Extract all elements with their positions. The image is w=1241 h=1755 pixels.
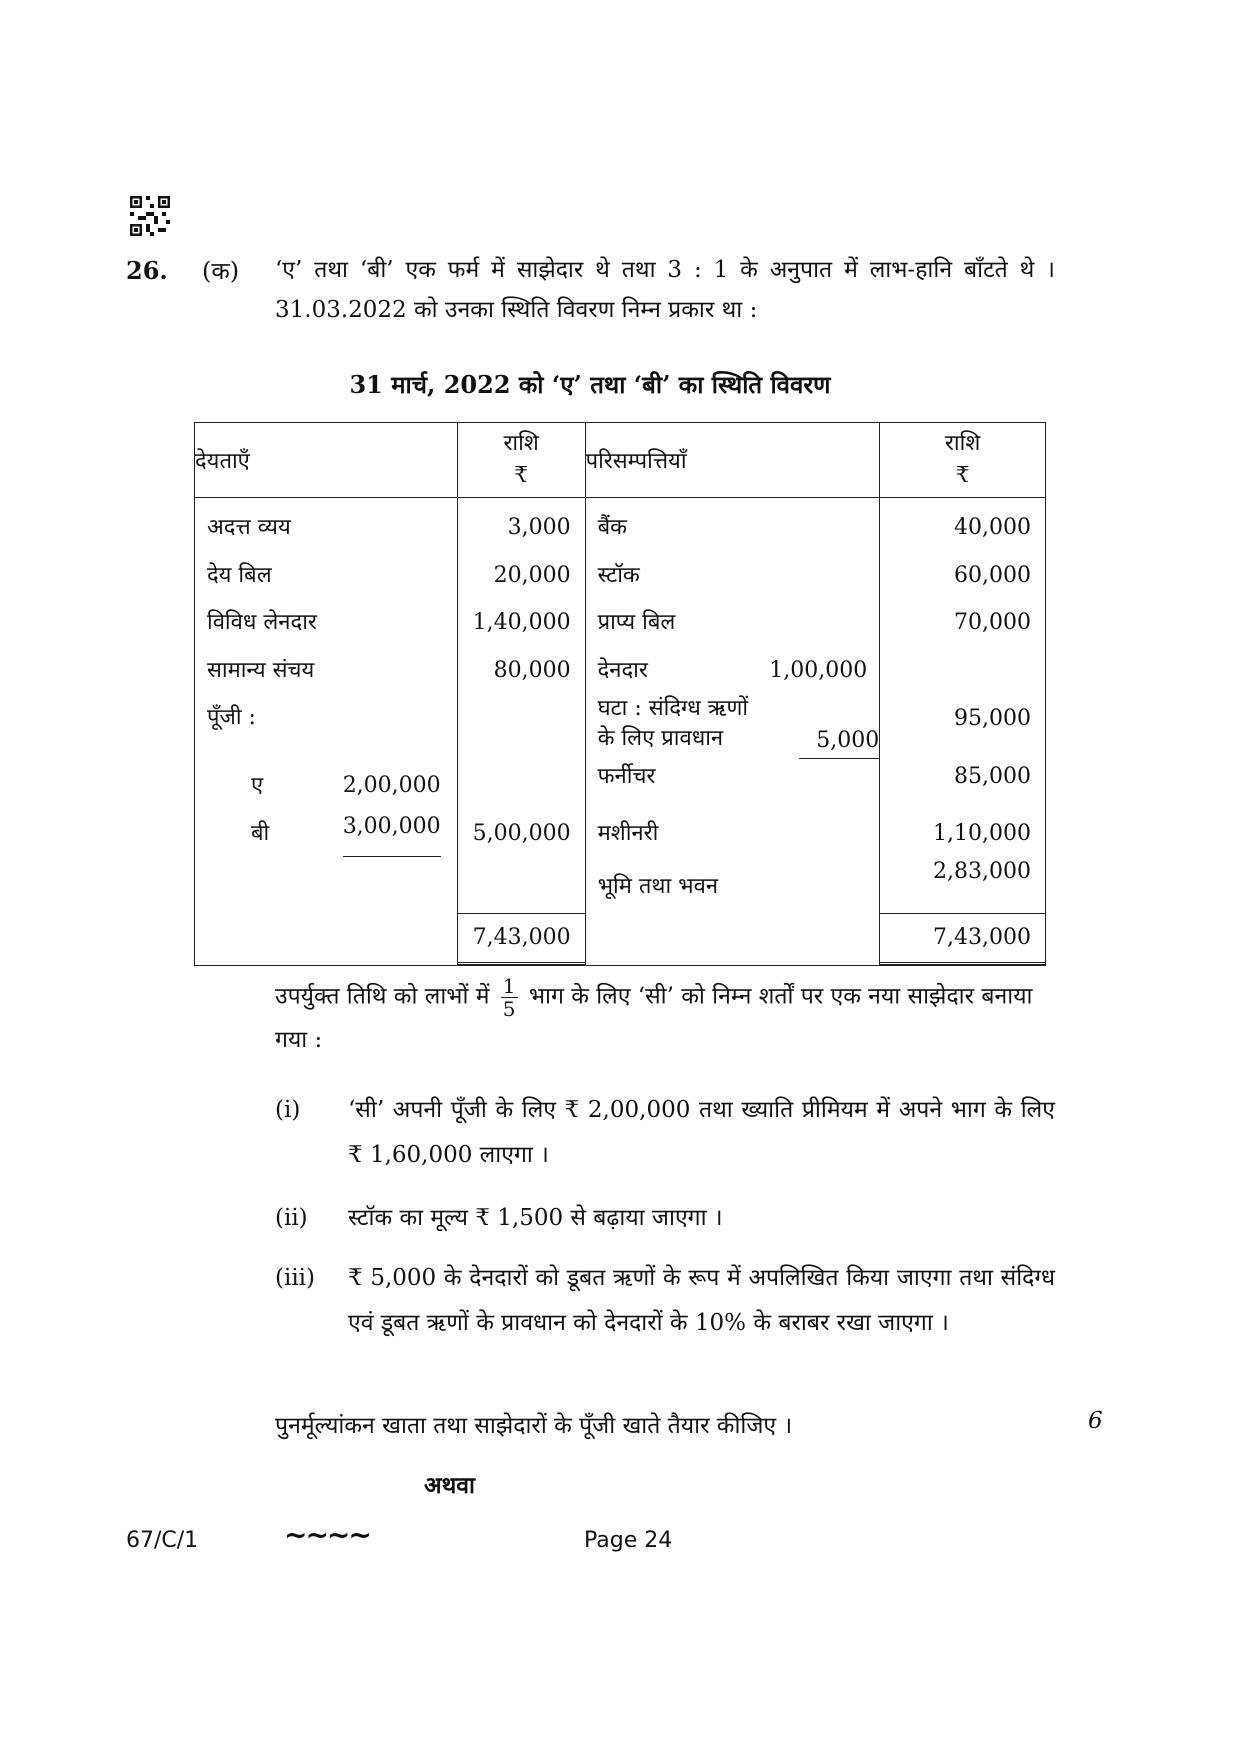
liability-label: देय बिल	[207, 562, 272, 588]
table-title: 31 मार्च, 2022 को ‘ए’ तथा ‘बी’ का स्थिति विवरण	[349, 370, 831, 399]
provision-row	[586, 694, 880, 762]
partner-b-amount: 3,00,000	[343, 810, 441, 858]
question-part: (क)	[202, 257, 240, 285]
admission-paragraph: उपर्युक्त तिथि को लाभों में $\frac{1}{5}$ भाग के लिए ‘सी’ को निम्न शर्तों पर एक नया साझेदार बनाया गया :	[275, 974, 1033, 1053]
paper-code: 67/C/1	[126, 1528, 199, 1553]
header-liabilities: देयताएँ	[195, 423, 458, 498]
liabilities-amount-column	[457, 498, 585, 966]
condition-number: (ii)	[275, 1205, 308, 1231]
liabilities-column	[195, 498, 458, 966]
condition-text: स्टॉक का मूल्य ₹ 1,500 से बढ़ाया जाएगा ।	[348, 1205, 723, 1231]
assets-amount-column	[880, 498, 1046, 966]
provision-line2: के लिए प्रावधान	[597, 726, 724, 751]
asset-label: स्टॉक	[597, 562, 640, 588]
asset-amount: 2,83,000	[933, 859, 1031, 884]
partner-a-label: ए	[251, 773, 264, 798]
assets-column	[585, 498, 880, 966]
liability-label: अदत्त व्यय	[207, 515, 291, 540]
qr-code-icon	[130, 196, 170, 236]
question-number: 26.	[126, 256, 168, 285]
liability-amount: 20,000	[493, 562, 571, 588]
asset-label: मशीनरी	[597, 820, 659, 846]
table-header-row	[195, 423, 1046, 498]
liability-label: विविध लेनदार	[207, 610, 317, 635]
asset-amount: 70,000	[954, 610, 1031, 635]
fraction-numerator: 1	[502, 974, 516, 998]
partner-b-label: बी	[251, 820, 270, 846]
asset-label: फर्नीचर	[597, 764, 656, 789]
or-text: अथवा	[424, 1472, 476, 1499]
provision-line1: घटा : संदिग्ध ऋणों	[597, 696, 749, 721]
asset-amount: 40,000	[954, 515, 1031, 540]
liability-amount: 1,40,000	[472, 610, 571, 635]
total-assets: 7,43,000	[880, 913, 1045, 965]
condition-text: ₹ 5,000 के देनदारों को डूबत ऋणों के रूप में अपलिखित किया जाएगा तथा संदिग्ध एवं डूबत ऋणों के प्रावधान को देनदारों के 10% के बराबर रखा जाएगा ।	[348, 1265, 1055, 1336]
condition-number: (i)	[275, 1097, 301, 1123]
asset-label: प्राप्य बिल	[597, 610, 676, 635]
asset-amount: 60,000	[954, 562, 1031, 588]
fraction	[501, 975, 518, 1020]
condition-item	[275, 1088, 1055, 1178]
condition-number: (iii)	[275, 1265, 316, 1291]
asset-label: बैंक	[597, 515, 628, 540]
capital-partner-a	[195, 762, 457, 810]
balance-sheet-table	[194, 422, 1046, 966]
debtors-row	[586, 647, 880, 695]
fraction-denominator: 5	[502, 997, 516, 1021]
liability-label: सामान्य संचय	[207, 657, 315, 683]
partner-a-amount: 2,00,000	[342, 773, 441, 798]
debtors-label: देनदार	[597, 657, 648, 683]
capital-label: पूँजी :	[207, 705, 256, 730]
total-liabilities: 7,43,000	[458, 913, 585, 965]
debtors-gross: 1,00,000	[769, 657, 868, 683]
page-number: Page 24	[584, 1528, 673, 1553]
asset-label: भूमि तथा भवन	[597, 874, 719, 899]
marks: 6	[1088, 1408, 1103, 1434]
debtors-net: 95,000	[954, 706, 1031, 731]
capital-total: 5,00,000	[472, 820, 571, 846]
condition-item	[275, 1256, 1055, 1346]
liability-amount: 3,000	[507, 515, 571, 540]
asset-amount: 1,10,000	[933, 820, 1031, 846]
header-amount-assets: राशि ₹	[880, 423, 1046, 498]
capital-partner-b	[195, 810, 457, 858]
liability-amount: 80,000	[493, 657, 571, 683]
condition-item	[275, 1196, 1055, 1241]
header-assets: परिसम्पत्तियाँ	[585, 423, 880, 498]
instruction-text: पुनर्मूल्यांकन खाता तथा साझेदारों के पूँजी खाते तैयार कीजिए ।	[275, 1413, 793, 1439]
table-body-row	[195, 498, 1046, 966]
header-amount-liabilities: राशि ₹	[457, 423, 585, 498]
footer-mark: ~~~~	[284, 1518, 370, 1551]
condition-text: ‘सी’ अपनी पूँजी के लिए ₹ 2,00,000 तथा ख्याति प्रीमियम में अपने भाग के लिए ₹ 1,60,000 लाएगा ।	[348, 1097, 1055, 1168]
question-intro: ‘ए’ तथा ‘बी’ एक फर्म में साझेदार थे तथा 3 : 1 के अनुपात में लाभ-हानि बाँटते थे । 31.03.2022 को उनका स्थिति विवरण निम्न प्रकार था :	[275, 257, 1055, 323]
asset-amount: 85,000	[954, 764, 1031, 789]
provision-amount: 5,000	[799, 724, 879, 759]
